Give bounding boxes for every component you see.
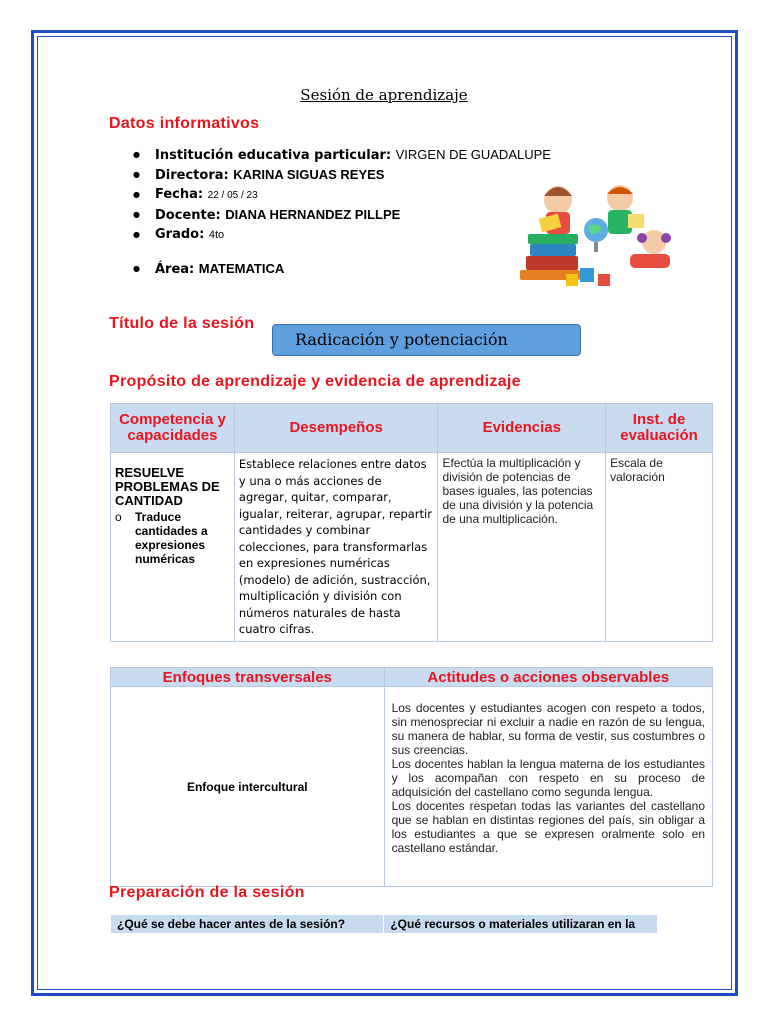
heading-titulo-sesion: Título de la sesión bbox=[109, 315, 255, 332]
desempeno-cell: Establece relaciones entre datos y una o más acciones de agregar, quitar, comparar, igualar, reiterar, agrupar, repartir cantidades y combinar colecciones, para transformarlas en expresiones numéricas (modelo) de adición, sustracción, multiplicación y división con números naturales de hasta cuatro cifras. bbox=[234, 453, 438, 642]
header-competencia: Competencia y capacidades bbox=[111, 404, 235, 453]
competencia-cell bbox=[111, 453, 235, 642]
area-label: Área: bbox=[155, 262, 195, 277]
list-item-directora bbox=[133, 165, 551, 185]
actitud-paragraph: Los docentes hablan la lengua materna de los estudiantes y los acompañan con respeto en su proceso de adquisición del castellano como segunda lengua. bbox=[391, 757, 705, 799]
actitudes-cell bbox=[384, 687, 712, 887]
actitud-paragraph: Los docentes respetan todas las variantes del castellano que se hablan en distintas regiones del país, sin obligar a los estudiantes a que se expresen oralmente solo en castellano estándar. bbox=[391, 799, 705, 855]
area-value: MATEMATICA bbox=[198, 261, 285, 276]
grado-value: 4to bbox=[208, 229, 225, 241]
list-item-institucion bbox=[133, 145, 551, 165]
instrumento-cell: Escala de valoración bbox=[606, 453, 713, 642]
info-list bbox=[133, 145, 551, 279]
preparacion-table bbox=[110, 914, 658, 934]
header-actitudes: Actitudes o acciones observables bbox=[384, 668, 712, 687]
header-instrumento: Inst. de evaluación bbox=[606, 404, 713, 453]
list-item-fecha bbox=[133, 185, 551, 205]
session-title-box: Radicación y potenciación bbox=[272, 324, 581, 356]
header-enfoques: Enfoques transversales bbox=[111, 668, 385, 687]
table-header-row bbox=[111, 915, 658, 934]
institucion-label: Institución educativa particular: bbox=[155, 148, 392, 163]
heading-proposito: Propósito de aprendizaje y evidencia de aprendizaje bbox=[109, 373, 521, 390]
table-row bbox=[111, 453, 713, 642]
grado-label: Grado: bbox=[155, 227, 205, 242]
capacidad-text: Traduce cantidades a expresiones numéricas bbox=[135, 510, 208, 566]
list-item-docente bbox=[133, 205, 551, 225]
enfoques-table bbox=[110, 667, 713, 887]
header-desempenos: Desempeños bbox=[234, 404, 438, 453]
list-item-area bbox=[133, 259, 551, 279]
header-evidencias: Evidencias bbox=[438, 404, 606, 453]
purpose-table bbox=[110, 403, 713, 642]
evidencia-cell: Efectúa la multiplicación y división de potencias de bases iguales, las potencias de una división y la potencia de una multiplicación. bbox=[438, 453, 606, 642]
docente-value: DIANA HERNANDEZ PILLPE bbox=[225, 207, 401, 222]
directora-label: Directora: bbox=[155, 168, 229, 183]
children-reading-clipart bbox=[518, 178, 678, 288]
actitud-paragraph: Los docentes y estudiantes acogen con respeto a todos, sin menospreciar ni excluir a nadie en razón de su lengua, su manera de hablar, su forma de vestir, sus costumbres o sus creencias. bbox=[391, 701, 705, 757]
capacidad-item bbox=[115, 510, 230, 566]
capacidad-bullet: o bbox=[115, 510, 122, 524]
header-antes-sesion: ¿Qué se debe hacer antes de la sesión? bbox=[111, 915, 384, 934]
docente-label: Docente: bbox=[155, 208, 221, 223]
table-header-row bbox=[111, 404, 713, 453]
table-header-row bbox=[111, 668, 713, 687]
fecha-label: Fecha: bbox=[155, 187, 204, 202]
heading-preparacion: Preparación de la sesión bbox=[109, 884, 305, 901]
fecha-value: 22 / 05 / 23 bbox=[207, 190, 258, 201]
table-row bbox=[111, 687, 713, 887]
list-item-grado bbox=[133, 225, 551, 245]
header-recursos: ¿Qué recursos o materiales utilizaran en la bbox=[384, 915, 658, 934]
heading-datos-informativos: Datos informativos bbox=[109, 115, 260, 132]
institucion-value: VIRGEN DE GUADALUPE bbox=[395, 147, 551, 162]
competencia-text: RESUELVE PROBLEMAS DE CANTIDAD bbox=[115, 465, 220, 508]
document-title: Sesión de aprendizaje bbox=[300, 86, 468, 104]
enfoque-cell: Enfoque intercultural bbox=[111, 687, 385, 887]
directora-value: KARINA SIGUAS REYES bbox=[233, 167, 385, 182]
